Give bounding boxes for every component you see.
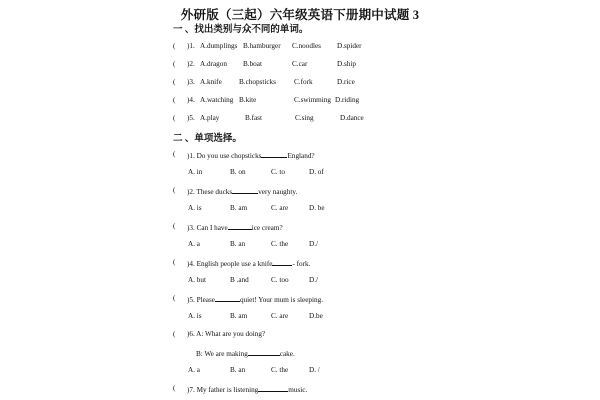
- question-stem: [196, 348, 295, 358]
- answer-blank: [258, 384, 288, 392]
- option-a: A. is: [188, 312, 202, 320]
- option-c: C. are: [271, 204, 289, 212]
- question-number: )1.: [187, 42, 195, 50]
- question-text: )7. My father is listening: [187, 386, 259, 394]
- question-text: )6. A: What are you doing?: [187, 330, 266, 338]
- answer-paren: (: [173, 330, 176, 338]
- option-d: D. /: [309, 366, 320, 374]
- option-b: B.chopsticks: [239, 78, 276, 86]
- question-text: B: We are making: [196, 350, 248, 358]
- option-b: B. an: [230, 366, 246, 374]
- option-b: B. an: [230, 240, 246, 248]
- page-title: 外研版（三起）六年级英语下册期中试题 3: [180, 8, 420, 22]
- option-c: C. too: [271, 276, 289, 284]
- option-b: B .and: [230, 276, 249, 284]
- option-d: D. be: [309, 204, 325, 212]
- option-d: D./: [309, 276, 318, 284]
- answer-paren: (: [173, 384, 176, 392]
- answer-paren: (: [173, 294, 176, 302]
- option-d: D.rice: [337, 78, 355, 86]
- question-text-tail: cake.: [279, 350, 295, 358]
- option-b: B.hamburger: [243, 42, 281, 50]
- option-b: B. on: [230, 168, 246, 176]
- option-a: A.knife: [200, 78, 222, 86]
- question-text: )2. These ducks: [187, 188, 233, 196]
- option-d: D.riding: [335, 96, 360, 104]
- question-stem: [187, 186, 297, 196]
- answer-paren: (: [173, 78, 176, 86]
- option-d: D. of: [309, 168, 324, 176]
- option-b: B.fast: [245, 114, 262, 122]
- question-stem: [187, 150, 315, 160]
- option-b: B. am: [230, 312, 248, 320]
- answer-blank: [228, 222, 252, 230]
- question-text-tail: music.: [288, 386, 308, 394]
- option-d: D./: [309, 240, 318, 248]
- option-d: D.spider: [337, 42, 362, 50]
- option-d: D.be: [309, 312, 323, 320]
- question-stem: [187, 294, 323, 304]
- option-c: C.noodles: [292, 42, 321, 50]
- answer-blank: [215, 294, 240, 302]
- answer-blank: [248, 348, 280, 356]
- option-c: C.car: [292, 60, 308, 68]
- question-text-tail: - fork.: [292, 260, 311, 268]
- question-stem: [187, 384, 307, 394]
- option-c: C. to: [271, 168, 285, 176]
- section-2-heading: 二 、单项选择。: [173, 134, 242, 144]
- option-a: A. but: [188, 276, 206, 284]
- answer-blank: [272, 258, 292, 266]
- option-c: C.sing: [295, 114, 314, 122]
- question-text: )1. Do you use chopsticks: [187, 152, 262, 160]
- question-text-tail: ice cream?: [251, 224, 283, 232]
- option-c: C.fork: [294, 78, 313, 86]
- option-c: C. are: [271, 312, 289, 320]
- answer-paren: (: [173, 42, 176, 50]
- question-text: )3. Can I have: [187, 224, 228, 232]
- question-text-tail: quiet! Your mum is sleeping.: [239, 296, 324, 304]
- option-a: A. a: [188, 366, 200, 374]
- option-a: A. is: [188, 204, 202, 212]
- question-text: )5. Please: [187, 296, 215, 304]
- option-a: A. in: [188, 168, 203, 176]
- answer-paren: (: [173, 186, 176, 194]
- question-number: )5.: [187, 114, 195, 122]
- question-text: )4. English people use a knife: [187, 260, 273, 268]
- answer-paren: (: [173, 114, 176, 122]
- answer-paren: (: [173, 60, 176, 68]
- option-b: B.kite: [239, 96, 257, 104]
- option-c: C. the: [271, 240, 289, 248]
- question-text-tail: England?: [287, 152, 315, 160]
- question-stem: [187, 222, 283, 232]
- answer-blank: [232, 186, 258, 194]
- question-text-tail: very naughty.: [258, 188, 298, 196]
- answer-blank: [261, 150, 287, 158]
- option-a: A.play: [200, 114, 220, 122]
- option-a: A. a: [188, 240, 200, 248]
- answer-paren: (: [173, 258, 176, 266]
- question-number: )4.: [187, 96, 195, 104]
- answer-paren: (: [173, 150, 176, 158]
- question-stem: [187, 258, 310, 268]
- option-a: A.watching: [200, 96, 234, 104]
- answer-paren: (: [173, 96, 176, 104]
- option-b: B. am: [230, 204, 248, 212]
- option-a: A.dragon: [200, 60, 227, 68]
- option-d: D.ship: [337, 60, 356, 68]
- option-a: A.dumplings: [200, 42, 238, 50]
- option-b: B.boat: [243, 60, 262, 68]
- question-number: )3.: [187, 78, 195, 86]
- option-d: D.dance: [340, 114, 364, 122]
- option-c: C. the: [271, 366, 289, 374]
- option-c: C.swimming: [294, 96, 331, 104]
- answer-paren: (: [173, 222, 176, 230]
- question-number: )2.: [187, 60, 195, 68]
- section-1-heading: 一 、找出类别与众不同的单词。: [173, 25, 309, 35]
